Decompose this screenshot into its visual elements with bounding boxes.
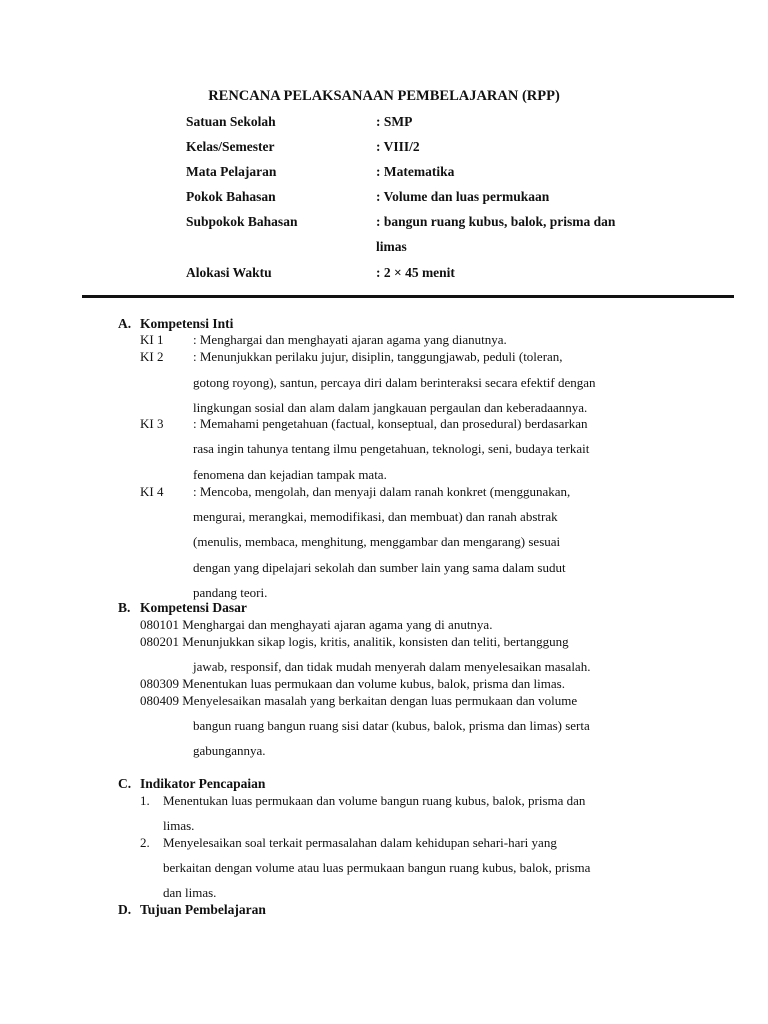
section-heading xyxy=(118,316,233,332)
indikator-2-number: 2. xyxy=(140,835,150,850)
ki-2-text-cont: gotong royong), santun, percaya diri dalam berinteraksi secara efektif dengan xyxy=(193,375,596,390)
indikator-1-number: 1. xyxy=(140,793,150,808)
header-value-alokasi-waktu: : 2 × 45 menit xyxy=(376,265,455,280)
indikator-1-text: Menentukan luas permukaan dan volume bangun ruang kubus, balok, prisma dan xyxy=(163,793,586,808)
indikator-2-text-cont: berkaitan dengan volume atau luas permukaan bangun ruang kubus, balok, prisma xyxy=(163,860,591,875)
header-label-pokok-bahasan: Pokok Bahasan xyxy=(186,189,276,204)
header-label-kelas-semester: Kelas/Semester xyxy=(186,139,275,154)
kd-080409: 080409 Menyelesaikan masalah yang berkaitan dengan luas permukaan dan volume xyxy=(140,693,578,708)
ki-3-label: KI 3 xyxy=(140,416,164,431)
header-value-mata-pelajaran: : Matematika xyxy=(376,164,455,179)
header-label-subpokok-bahasan: Subpokok Bahasan xyxy=(186,214,298,229)
kd-080309: 080309 Menentukan luas permukaan dan volume kubus, balok, prisma dan limas. xyxy=(140,676,565,691)
section-letter: C. xyxy=(118,776,132,791)
ki-3-text-cont: rasa ingin tahunya tentang ilmu pengetahuan, teknologi, seni, budaya terkait xyxy=(193,441,590,456)
header-value-subpokok-bahasan: : bangun ruang kubus, balok, prisma dan xyxy=(376,214,616,229)
kd-080409-cont: bangun ruang bangun ruang sisi datar (kubus, balok, prisma dan limas) serta xyxy=(193,718,590,733)
ki-4-text-cont: (menulis, membaca, menghitung, menggambar dan mengarang) sesuai xyxy=(193,534,561,549)
ki-4-text-cont: pandang teori. xyxy=(193,585,268,600)
header-value-pokok-bahasan: : Volume dan luas permukaan xyxy=(376,189,550,204)
section-letter: B. xyxy=(118,600,131,615)
section-heading xyxy=(118,776,265,792)
section-title: Kompetensi Dasar xyxy=(140,600,247,615)
kd-080201: 080201 Menunjukkan sikap logis, kritis, analitik, konsisten dan teliti, bertanggung xyxy=(140,634,569,649)
ki-2-label: KI 2 xyxy=(140,349,164,364)
section-letter: D. xyxy=(118,902,132,917)
section-title: Indikator Pencapaian xyxy=(140,776,266,791)
indikator-1-text-cont: limas. xyxy=(163,818,195,833)
ki-4-text: : Mencoba, mengolah, dan menyaji dalam ranah konkret (menggunakan, xyxy=(193,484,571,499)
section-heading xyxy=(118,600,247,616)
ki-3-text: : Memahami pengetahuan (factual, konseptual, dan prosedural) berdasarkan xyxy=(193,416,588,431)
header-label-alokasi-waktu: Alokasi Waktu xyxy=(186,265,272,280)
header-label-mata-pelajaran: Mata Pelajaran xyxy=(186,164,277,179)
ki-2-text: : Menunjukkan perilaku jujur, disiplin, tanggungjawab, peduli (toleran, xyxy=(193,349,563,364)
indikator-2-text-cont: dan limas. xyxy=(163,885,217,900)
ki-4-label: KI 4 xyxy=(140,484,164,499)
header-value-kelas-semester: : VIII/2 xyxy=(376,139,420,154)
header-value-satuan-sekolah: : SMP xyxy=(376,114,413,129)
header-value-subpokok-bahasan-cont: limas xyxy=(376,239,407,254)
kd-080201-cont: jawab, responsif, dan tidak mudah menyerah dalam menyelesaikan masalah. xyxy=(193,659,591,674)
header-divider xyxy=(82,295,734,298)
kd-080101: 080101 Menghargai dan menghayati ajaran agama yang di anutnya. xyxy=(140,617,493,632)
ki-1-text: : Menghargai dan menghayati ajaran agama yang dianutnya. xyxy=(193,332,507,347)
header-label-satuan-sekolah: Satuan Sekolah xyxy=(186,114,276,129)
ki-1-label: KI 1 xyxy=(140,332,164,347)
ki-4-text-cont: mengurai, merangkai, memodifikasi, dan membuat) dan ranah abstrak xyxy=(193,509,558,524)
ki-2-text-cont: lingkungan sosial dan alam dalam jangkauan pergaulan dan keberadaannya. xyxy=(193,400,588,415)
section-title: Tujuan Pembelajaran xyxy=(140,902,266,917)
section-title: Kompetensi Inti xyxy=(140,316,234,331)
document-title: RENCANA PELAKSANAAN PEMBELAJARAN (RPP) xyxy=(208,88,560,104)
section-letter: A. xyxy=(118,316,132,331)
section-heading xyxy=(118,902,266,918)
ki-4-text-cont: dengan yang dipelajari sekolah dan sumber lain yang sama dalam sudut xyxy=(193,560,566,575)
indikator-2-text: Menyelesaikan soal terkait permasalahan dalam kehidupan sehari-hari yang xyxy=(163,835,557,850)
kd-080409-cont: gabungannya. xyxy=(193,743,266,758)
ki-3-text-cont: fenomena dan kejadian tampak mata. xyxy=(193,467,387,482)
